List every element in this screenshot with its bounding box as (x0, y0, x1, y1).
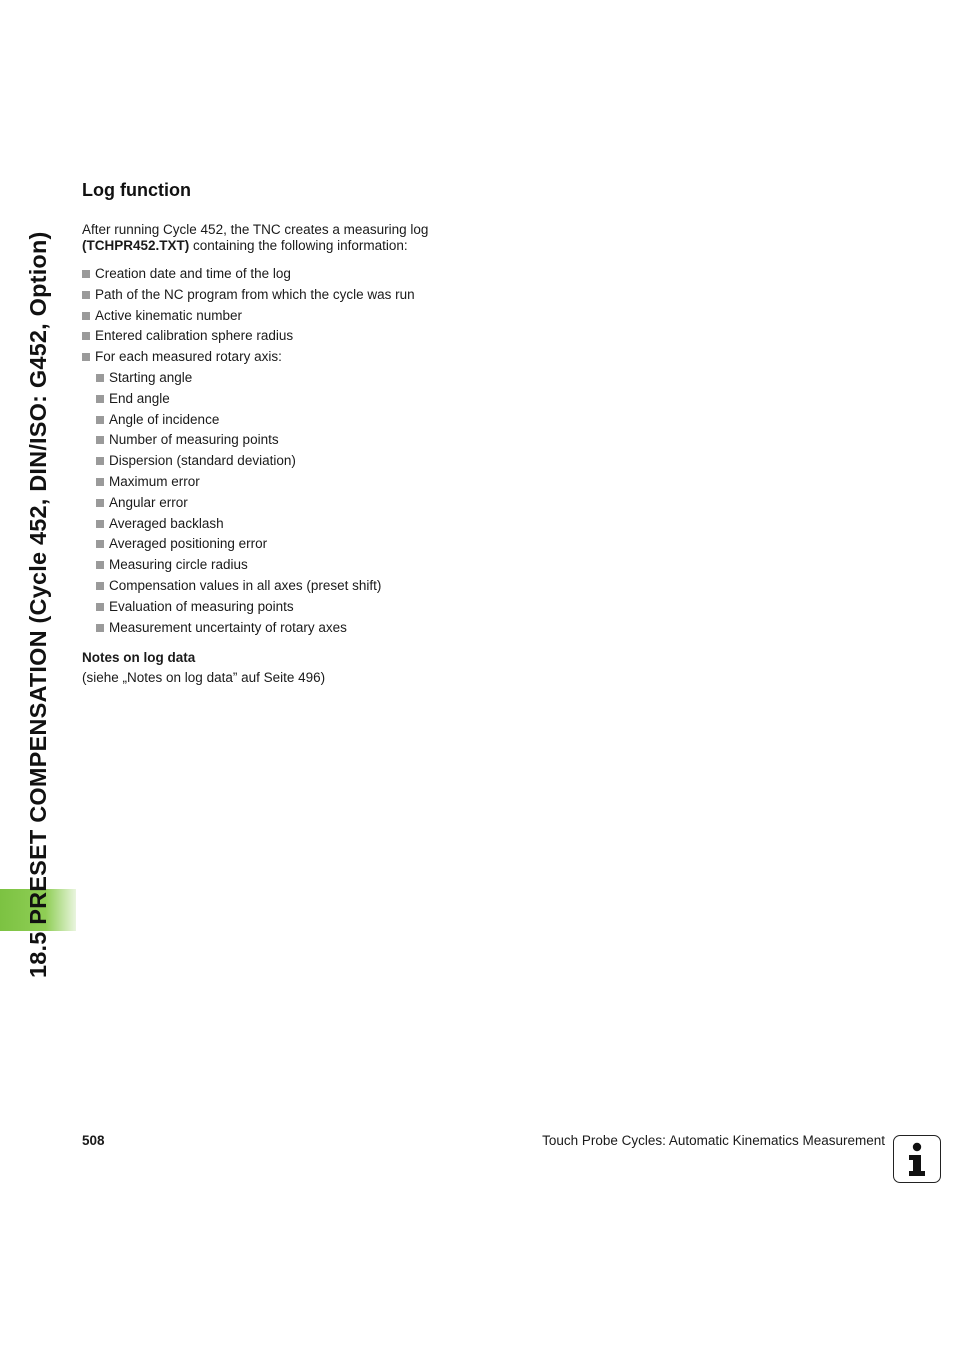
list-item (82, 264, 542, 285)
sub-list-item (82, 389, 542, 410)
sub-list-item (82, 514, 542, 535)
list-item-label: Number of measuring points (109, 432, 279, 448)
section-heading: Log function (82, 180, 191, 200)
bullet-square-icon (96, 499, 104, 507)
bullet-square-icon (82, 353, 90, 361)
list-item-label: Active kinematic number (95, 307, 243, 323)
sub-list-item (82, 493, 542, 514)
list-item-label: Creation date and time of the log (95, 266, 291, 281)
list-item-label: Path of the NC program from which the cycle was run (95, 286, 415, 302)
list-item (82, 285, 542, 306)
list-item-label: Measuring circle radius (109, 557, 248, 573)
sub-list-item (82, 451, 542, 472)
sub-list-item (82, 368, 542, 389)
sub-list-item (82, 618, 542, 639)
sub-list-item (82, 576, 542, 597)
list-item-label: Angle of incidence (109, 411, 220, 427)
list-item (82, 347, 542, 368)
bullet-square-icon (82, 312, 90, 320)
main-content (82, 176, 542, 687)
bullet-square-icon (96, 416, 104, 424)
list-item-label: For each measured rotary axis: (95, 349, 282, 365)
bullet-square-icon (82, 332, 90, 340)
intro-text-continued: containing the following information: (189, 238, 408, 253)
list-item-label: Angular error (109, 494, 188, 510)
list-item (82, 326, 542, 347)
intro-paragraph (82, 222, 542, 254)
list-item-label: Starting angle (109, 369, 193, 385)
bullet-square-icon (82, 291, 90, 299)
chapter-side-title: 18.5 PRESET COMPENSATION (Cycle 452, DIN/ISO: G452, Option) (25, 231, 51, 978)
list-item-label: Evaluation of measuring points (109, 598, 294, 614)
notes-reference[interactable]: (siehe „Notes on log data” auf Seite 496) (82, 670, 326, 686)
bullet-square-icon (96, 436, 104, 444)
sub-list-item (82, 472, 542, 493)
bullet-square-icon (96, 520, 104, 528)
list-item-label: Averaged backlash (109, 515, 224, 531)
list-item-label: End angle (109, 390, 170, 406)
bullet-square-icon (96, 478, 104, 486)
sub-list-item (82, 555, 542, 576)
bullet-square-icon (96, 457, 104, 465)
list-item-label: Maximum error (109, 473, 200, 489)
list-item-label: Averaged positioning error (109, 536, 268, 552)
bullet-square-icon (96, 374, 104, 382)
bullet-square-icon (96, 561, 104, 569)
sub-list-item (82, 410, 542, 431)
log-contents-list (82, 264, 542, 638)
list-item (82, 306, 542, 327)
bullet-square-icon (96, 395, 104, 403)
bullet-square-icon (82, 270, 90, 278)
bullet-square-icon (96, 603, 104, 611)
list-item-label: Dispersion (standard deviation) (109, 453, 296, 469)
list-item-label: Compensation values in all axes (preset shift) (109, 577, 382, 593)
intro-text: After running Cycle 452, the TNC creates a measuring log (82, 222, 429, 237)
sub-list-item (82, 597, 542, 618)
bullet-square-icon (96, 624, 104, 632)
sub-list-item (82, 534, 542, 555)
list-item-label: Entered calibration sphere radius (95, 328, 294, 344)
list-item-label: Measurement uncertainty of rotary axes (109, 619, 347, 635)
log-filename: (TCHPR452.TXT) (82, 238, 190, 253)
bullet-square-icon (96, 582, 104, 590)
info-icon (893, 1135, 941, 1183)
notes-heading: Notes on log data (82, 650, 196, 666)
footer-chapter-title: Touch Probe Cycles: Automatic Kinematics Measurement (542, 1133, 885, 1148)
page-number: 508 (82, 1133, 105, 1148)
sub-list-item (82, 430, 542, 451)
bullet-square-icon (96, 540, 104, 548)
